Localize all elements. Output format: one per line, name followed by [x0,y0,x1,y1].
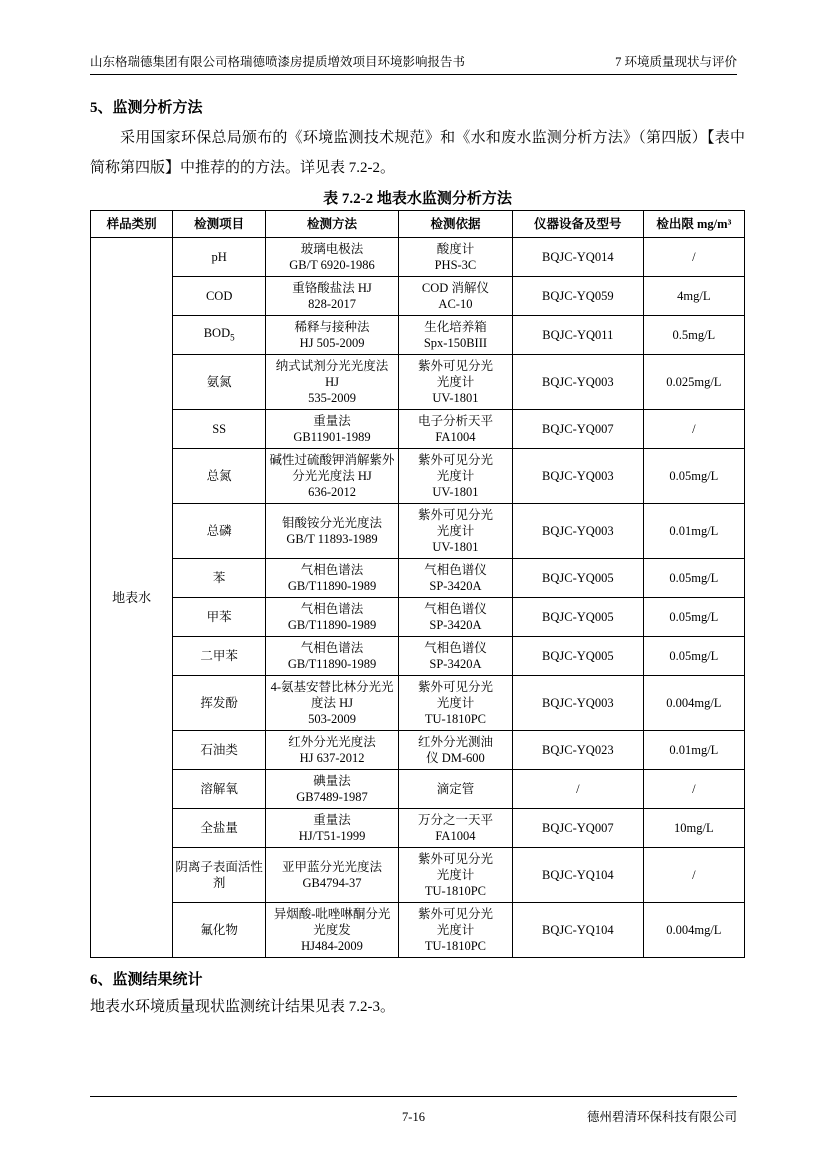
cell-detection-limit: 0.05mg/L [643,449,744,504]
footer-divider [90,1096,737,1097]
cell-test-item: 甲苯 [173,598,266,637]
th-test-basis: 检测依据 [398,211,512,238]
cell-test-basis: 紫外可见分光 光度计 UV-1801 [398,504,512,559]
th-sample-category: 样品类别 [91,211,173,238]
table-row [91,848,745,903]
cell-test-method: 稀释与接种法 HJ 505-2009 [266,316,399,355]
cell-test-basis: COD 消解仪 AC-10 [398,277,512,316]
cell-detection-limit: 0.5mg/L [643,316,744,355]
cell-instrument: BQJC-YQ104 [512,848,643,903]
cell-sample-category: 地表水 [91,238,173,958]
cell-test-method: 玻璃电极法 GB/T 6920-1986 [266,238,399,277]
cell-test-basis: 电子分析天平 FA1004 [398,410,512,449]
cell-detection-limit: 0.004mg/L [643,676,744,731]
cell-instrument: BQJC-YQ003 [512,504,643,559]
table-row [91,504,745,559]
table-row [91,676,745,731]
cell-test-item: 全盐量 [173,809,266,848]
table-body [91,238,745,958]
footer-page-number: 7-16 [402,1110,425,1124]
cell-test-item: 挥发酚 [173,676,266,731]
table-row [91,410,745,449]
cell-test-method: 异烟酸-吡唑啉酮分光光度发 HJ484-2009 [266,903,399,958]
footer-company: 德州碧清环保科技有限公司 [586,1110,737,1124]
header-left-text: 山东格瑞德集团有限公司格瑞德喷漆房提质增效项目环境影响报告书 [90,55,466,69]
cell-test-item: 石油类 [173,731,266,770]
table-header-row [91,211,745,238]
cell-test-method: 碘量法 GB7489-1987 [266,770,399,809]
cell-test-item: pH [173,238,266,277]
table-row [91,238,745,277]
cell-test-item: 溶解氧 [173,770,266,809]
page-content [90,88,745,1021]
cell-test-method: 重量法 GB11901-1989 [266,410,399,449]
cell-test-item: 总氮 [173,449,266,504]
cell-instrument: BQJC-YQ104 [512,903,643,958]
cell-detection-limit: 0.05mg/L [643,637,744,676]
header-right-text: 7 环境质量现状与评价 [615,55,737,69]
table-row [91,449,745,504]
cell-instrument: BQJC-YQ007 [512,410,643,449]
table-row [91,770,745,809]
section-5-title: 5、监测分析方法 [90,100,203,116]
cell-detection-limit: 0.01mg/L [643,731,744,770]
table-row [91,355,745,410]
cell-test-basis: 滴定管 [398,770,512,809]
cell-test-basis: 气相色谱仪 SP-3420A [398,598,512,637]
cell-test-method: 碱性过硫酸钾消解紫外分光光度法 HJ 636-2012 [266,449,399,504]
cell-detection-limit: / [643,770,744,809]
table-caption: 表 7.2-2 地表水监测分析方法 [323,191,512,207]
cell-detection-limit: 0.01mg/L [643,504,744,559]
cell-test-method: 亚甲蓝分光光度法 GB4794-37 [266,848,399,903]
cell-instrument: BQJC-YQ011 [512,316,643,355]
cell-test-basis: 红外分光测油 仪 DM-600 [398,731,512,770]
th-instrument: 仪器设备及型号 [512,211,643,238]
cell-instrument: BQJC-YQ014 [512,238,643,277]
section-6-paragraph: 地表水环境质量现状监测统计结果见表 7.2-3。 [90,999,395,1015]
cell-test-method: 重铬酸盐法 HJ 828-2017 [266,277,399,316]
th-detection-limit: 检出限 mg/m³ [643,211,744,238]
cell-instrument: BQJC-YQ003 [512,355,643,410]
cell-test-basis: 生化培养箱 Spx-150BIII [398,316,512,355]
cell-instrument: BQJC-YQ005 [512,598,643,637]
monitoring-methods-table [90,210,745,958]
cell-instrument: BQJC-YQ059 [512,277,643,316]
cell-detection-limit: 0.004mg/L [643,903,744,958]
th-test-item: 检测项目 [173,211,266,238]
cell-detection-limit: 0.05mg/L [643,598,744,637]
table-row [91,903,745,958]
cell-test-item: 二甲苯 [173,637,266,676]
cell-test-method: 红外分光光度法 HJ 637-2012 [266,731,399,770]
section-5-paragraph: 采用国家环保总局颁布的《环境监测技术规范》和《水和废水监测分析方法》（第四版）【表中简称第四版】中推荐的的方法。详见表 7.2-2。 [90,130,745,176]
cell-test-method: 气相色谱法 GB/T11890-1989 [266,598,399,637]
section-6 [90,968,745,1021]
table-row [91,316,745,355]
cell-detection-limit: 0.05mg/L [643,559,744,598]
cell-test-item: 氟化物 [173,903,266,958]
cell-detection-limit: / [643,848,744,903]
table-row [91,637,745,676]
cell-test-item: COD [173,277,266,316]
cell-test-basis: 紫外可见分光 光度计 TU-1810PC [398,848,512,903]
cell-instrument: BQJC-YQ003 [512,449,643,504]
cell-test-basis: 紫外可见分光 光度计 TU-1810PC [398,676,512,731]
table-row [91,731,745,770]
cell-instrument: BQJC-YQ005 [512,637,643,676]
cell-test-basis: 气相色谱仪 SP-3420A [398,559,512,598]
table-row [91,559,745,598]
cell-detection-limit: / [643,410,744,449]
cell-test-item: $BOD_5$ [173,316,266,355]
table-row [91,598,745,637]
cell-detection-limit: 10mg/L [643,809,744,848]
cell-test-item: 阴离子表面活性剂 [173,848,266,903]
cell-instrument: BQJC-YQ005 [512,559,643,598]
cell-instrument: / [512,770,643,809]
cell-test-item: 总磷 [173,504,266,559]
cell-detection-limit: 0.025mg/L [643,355,744,410]
cell-test-method: 4-氨基安替比林分光光度法 HJ 503-2009 [266,676,399,731]
cell-test-method: 钼酸铵分光光度法 GB/T 11893-1989 [266,504,399,559]
cell-instrument: BQJC-YQ003 [512,676,643,731]
cell-instrument: BQJC-YQ023 [512,731,643,770]
cell-test-method: 气相色谱法 GB/T11890-1989 [266,559,399,598]
cell-test-basis: 紫外可见分光 光度计 UV-1801 [398,449,512,504]
cell-instrument: BQJC-YQ007 [512,809,643,848]
cell-test-basis: 酸度计 PHS-3C [398,238,512,277]
cell-test-item: 苯 [173,559,266,598]
cell-test-item: SS [173,410,266,449]
cell-test-basis: 万分之一天平 FA1004 [398,809,512,848]
table-row [91,809,745,848]
cell-test-basis: 气相色谱仪 SP-3420A [398,637,512,676]
header-divider [90,74,737,75]
section-6-title: 6、监测结果统计 [90,972,203,988]
cell-test-item: 氨氮 [173,355,266,410]
th-test-method: 检测方法 [266,211,399,238]
cell-detection-limit: 4mg/L [643,277,744,316]
cell-detection-limit: / [643,238,744,277]
cell-test-method: 气相色谱法 GB/T11890-1989 [266,637,399,676]
cell-test-basis: 紫外可见分光 光度计 UV-1801 [398,355,512,410]
cell-test-method: 纳式试剂分光光度法 HJ 535-2009 [266,355,399,410]
table-row [91,277,745,316]
cell-test-basis: 紫外可见分光 光度计 TU-1810PC [398,903,512,958]
page-header [90,52,737,70]
cell-test-method: 重量法 HJ/T51-1999 [266,809,399,848]
